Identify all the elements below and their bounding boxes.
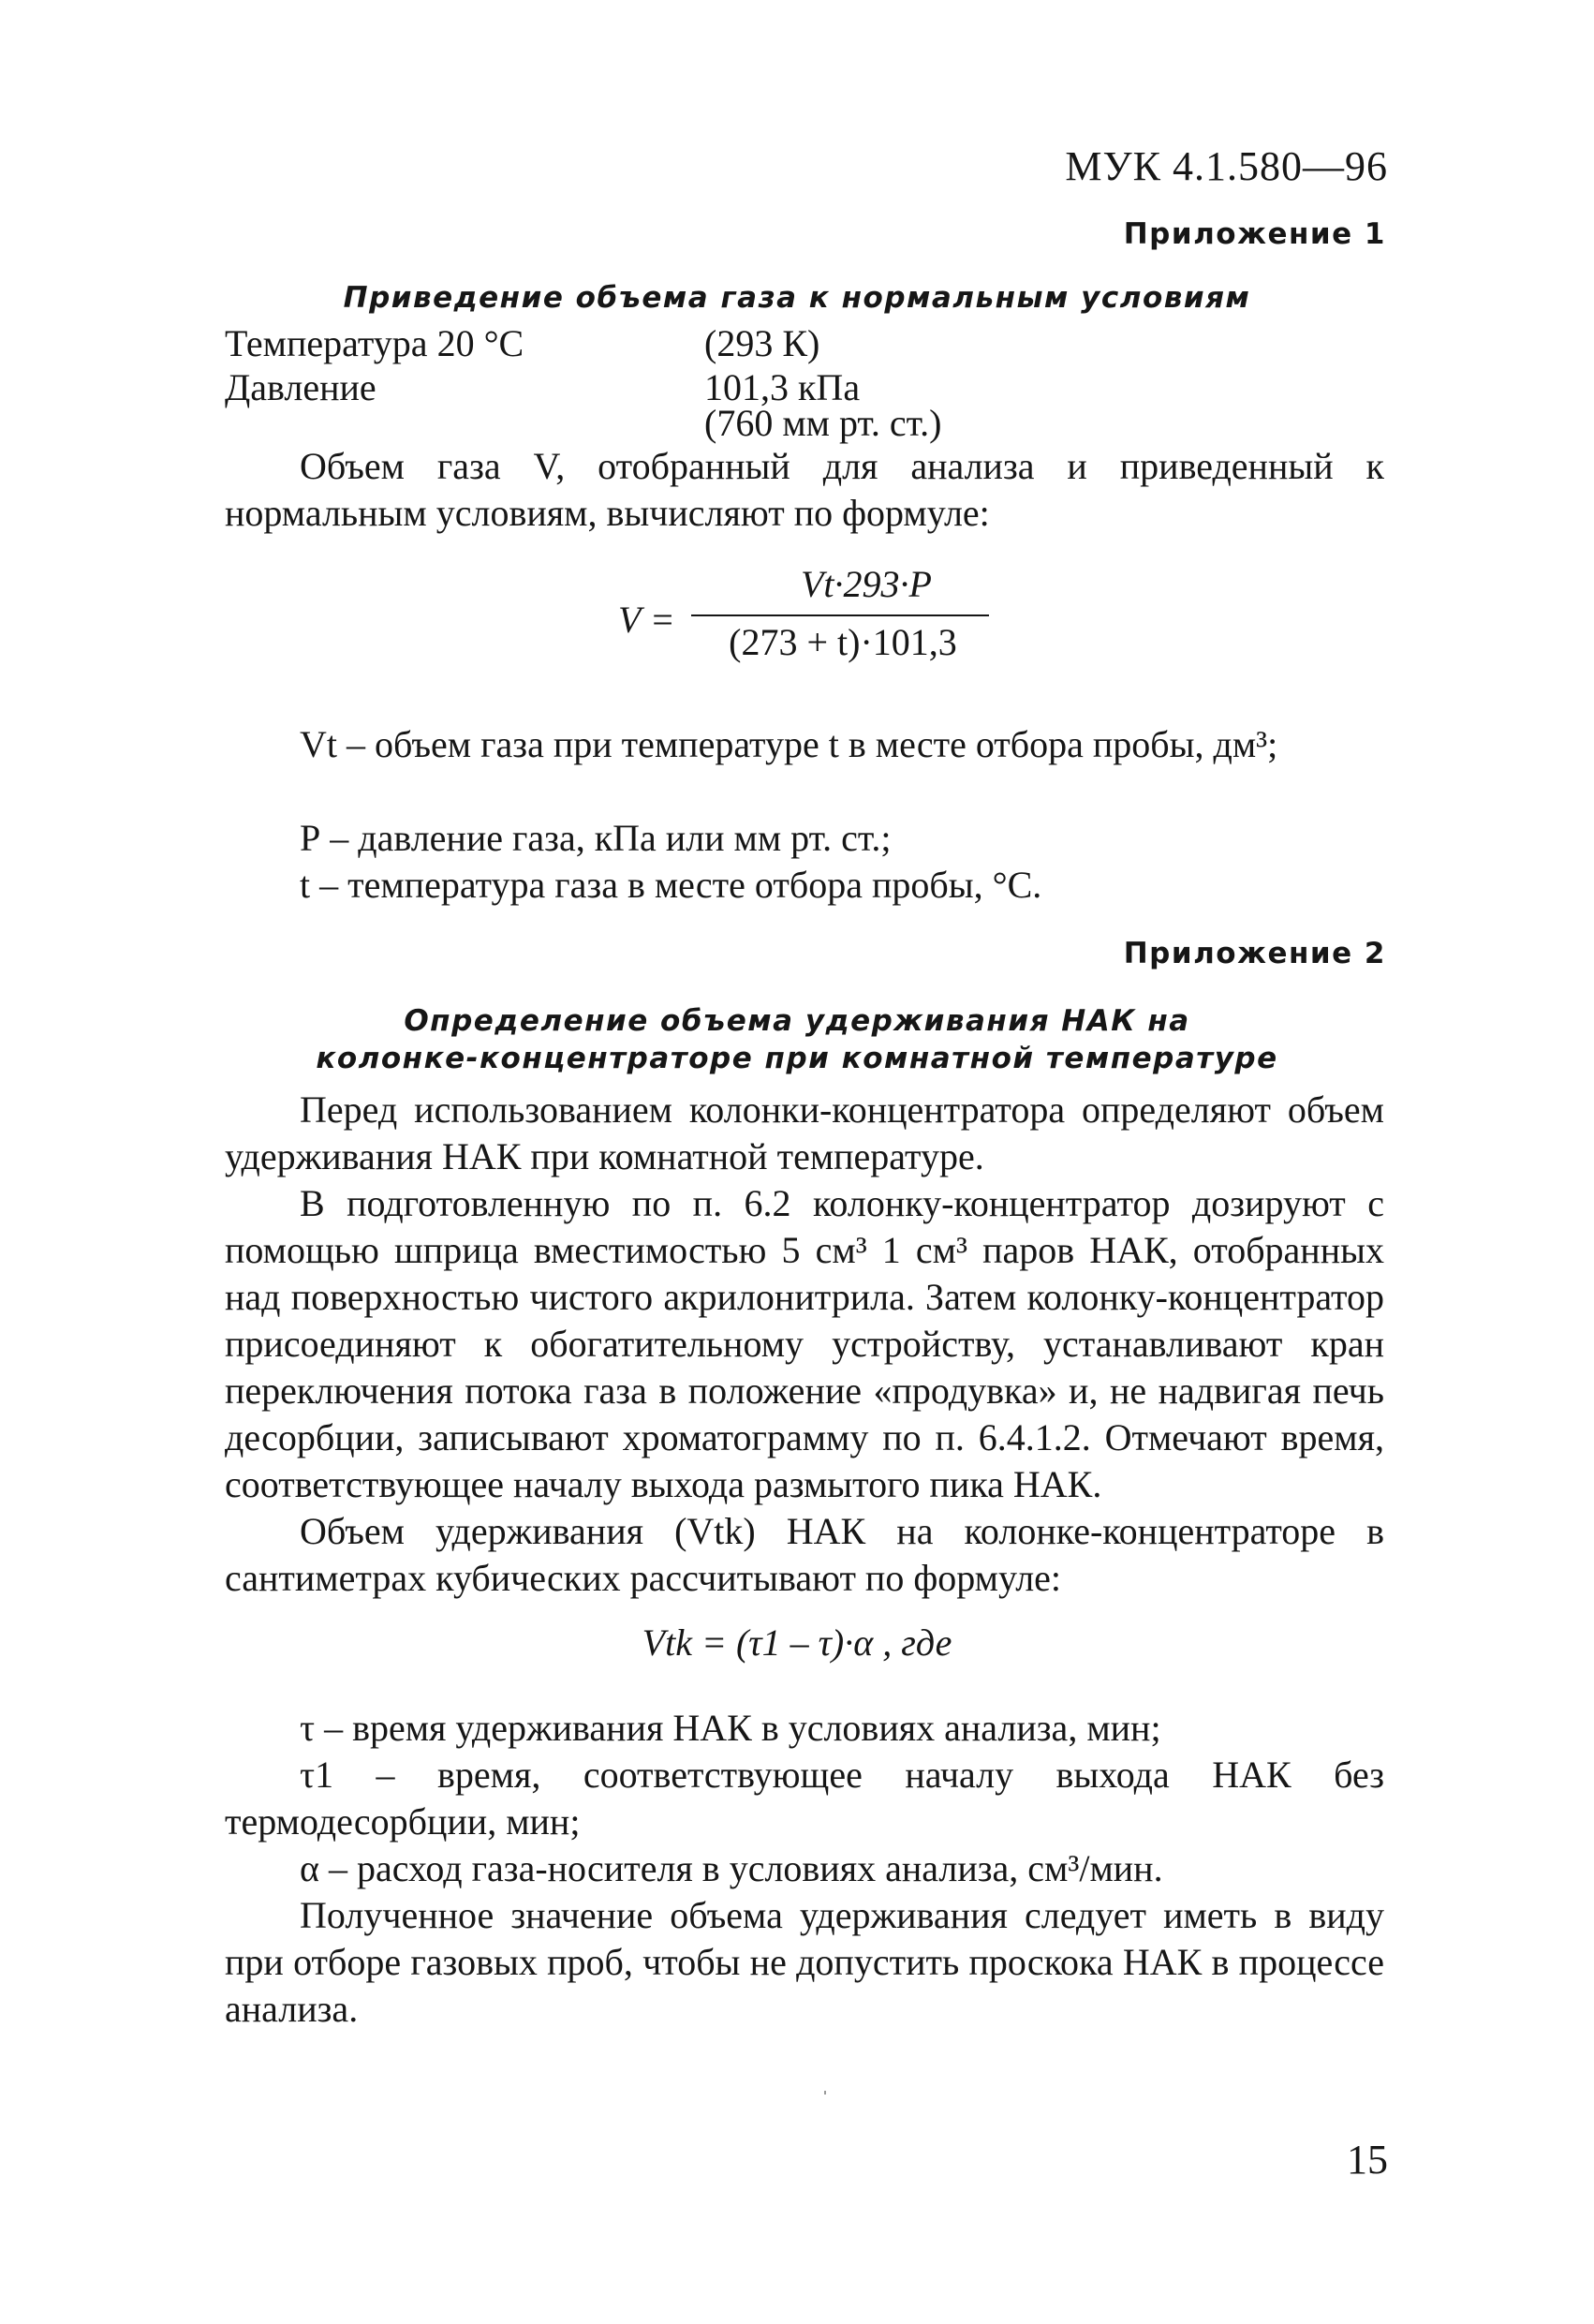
appendix-1-intro: Объем газа V, отобранный для анализа и приведенный к нормальным условиям, вычисляют по формуле: — [225, 445, 1384, 534]
condition-pressure-label: Давление — [225, 366, 376, 408]
appendix-2-paragraph-3: Объем удерживания (Vtk) НАК на колонке-концентраторе в сантиметрах кубических рассчитывают по формуле: — [225, 1510, 1384, 1599]
definition-t: t – температура газа в месте отбора пробы, °С. — [300, 864, 1042, 906]
appendix-2-label: Приложение 2 — [1123, 937, 1386, 970]
appendix-2-paragraph-1: Перед использованием колонки-концентратора определяют объем удерживания НАК при комнатной температуре. — [225, 1088, 1384, 1177]
formula-numerator: Vt·293·P — [801, 563, 932, 605]
scan-speck — [824, 2091, 826, 2095]
condition-temperature-value: (293 К) — [704, 322, 820, 364]
appendix-2-paragraph-2: В подготовленную по п. 6.2 колонку-концентратор дозируют с помощью шприца вместимостью 5 см³ 1 см³ паров НАК, отобранных над поверхностью чистого акрилонитрила. Затем колонку-концентратор присоединяют к обогатительному устройству, устанавливают кран переключения потока газа в положение «продувка» и, не надвигая печь десорбции, записывают хроматограмму по п. 6.4.1.2. Отмечают время, соответствующее началу выхода размытого пика НАК. — [225, 1182, 1384, 1505]
definition-p: Р – давление газа, кПа или мм рт. ст.; — [300, 817, 892, 859]
page-number: 15 — [1347, 2137, 1388, 2183]
retention-volume-formula: Vtk = (τ1 – τ)·α , где — [642, 1621, 952, 1664]
document-code: МУК 4.1.580—96 — [1065, 143, 1388, 189]
condition-pressure-value: 101,3 кПа — [704, 366, 861, 408]
appendix-1-title: Приведение объема газа к нормальным условиям — [343, 281, 1251, 315]
definition-vt: Vt – объем газа при температуре t в месте отбора пробы, дм³; — [300, 723, 1278, 765]
appendix-2-paragraph-4: Полученное значение объема удерживания следует иметь в виду при отборе газовых проб, чтобы не допустить проскока НАК в процессе анализа. — [225, 1894, 1384, 2030]
definition-tau: τ – время удерживания НАК в условиях анализа, мин; — [300, 1707, 1161, 1749]
condition-pressure-alt: (760 мм рт. ст.) — [704, 402, 942, 444]
formula-lhs: V = — [618, 599, 675, 641]
fraction-bar — [691, 614, 989, 616]
formula-denominator: (273 + t)·101,3 — [729, 621, 957, 663]
volume-formula — [618, 562, 1011, 674]
definition-tau1: τ1 – время, соответствующее началу выхода НАК без термодесорбции, мин; — [225, 1754, 1384, 1843]
definition-alpha: α – расход газа-носителя в условиях анализа, см³/мин. — [300, 1847, 1163, 1889]
appendix-2-title-line2: колонке-концентраторе при комнатной температуре — [316, 1042, 1278, 1075]
appendix-2-title-line1: Определение объема удерживания НАК на — [404, 1004, 1190, 1038]
appendix-1-label: Приложение 1 — [1123, 217, 1386, 251]
condition-temperature-label: Температура 20 °С — [225, 322, 524, 364]
